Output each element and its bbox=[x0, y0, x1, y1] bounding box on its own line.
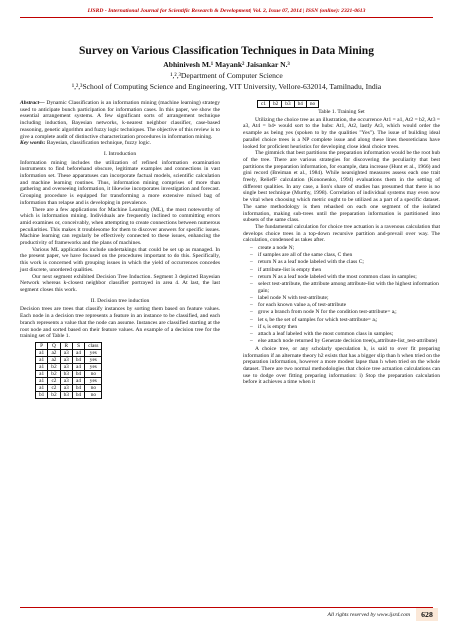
right-column bbox=[243, 100, 440, 386]
table-cell: b2 bbox=[48, 363, 60, 370]
table-cell: a2 bbox=[48, 356, 60, 363]
paragraph: Utilizing the choice tree as an illustration, the occurrence At1 = a1, At2 = b2, At3 = a3, At4 = b4• would sort to the hubs: At1, At2, lastly At3, which would order the example as being yes (spoken to by the qualities "Yes"). The issue of building ideal parallel choice trees is a NP complete issue and along these lines theoreticians have looked for proficient heuristics for developing close ideal choice trees. bbox=[243, 116, 440, 150]
table-cell: c2 bbox=[48, 384, 60, 391]
paragraph: Information mining includes the utilization of refined information examination instruments to find beforehand obscure, legitimate examples and connections in vast information set. These apparatuses can incorporate factual models, scientific calculation and machine learning routines. Thus, information mining comprises of more than gathering and overseeing information, it likewise incorporates investigation and forecast. Grouping procedure is equipped for transforming a more extensive mixed bag of information than relapse and is developing in prevalence. bbox=[20, 159, 220, 206]
table-header-row bbox=[36, 342, 102, 349]
training-set-table bbox=[35, 342, 102, 399]
table-cell: a3 bbox=[60, 377, 72, 384]
table-row bbox=[36, 370, 102, 377]
table-cell: b4 bbox=[294, 101, 306, 108]
table-cell: b2 bbox=[48, 391, 60, 398]
table-cell: no bbox=[85, 370, 102, 377]
table-cell: b2 bbox=[48, 370, 60, 377]
paper-title: Survey on Various Classification Techniques in Data Mining bbox=[79, 45, 374, 57]
table-header-cell: Q bbox=[48, 342, 60, 349]
table-cell: a1 bbox=[36, 384, 48, 391]
table-cell: b4 bbox=[72, 370, 84, 377]
table-cell: a1 bbox=[36, 377, 48, 384]
algorithm-step: – let sᵢ be the set of samples for which test-attribute= aᵢ; bbox=[250, 317, 440, 324]
table-header-cell: P bbox=[36, 342, 48, 349]
table-cell: b2 bbox=[270, 101, 282, 108]
page-number: 628 bbox=[416, 608, 438, 621]
footer-divider bbox=[20, 607, 433, 608]
table-row bbox=[258, 101, 319, 108]
table-row bbox=[36, 391, 102, 398]
algorithm-step: – return N as a leaf node labeled with the class C; bbox=[250, 259, 440, 266]
paper-authors: Abhinivesh M.¹ Mayank² Jaisankar N.³ bbox=[163, 60, 290, 69]
table-cell: no bbox=[85, 384, 102, 391]
paragraph: Various ML applications include undertakings that could be set up as managed. In the present paper, we have focused on the procedures important to do this. Specifically, this work is concerned with grouping issues in which the yield of occurrences concedes just discrete, unordered qualities. bbox=[20, 246, 220, 273]
algorithm-step: – if attribute-list is empty then bbox=[250, 267, 440, 274]
keywords-label: Key words: bbox=[20, 140, 46, 147]
section-heading-introduction: I. Introduction bbox=[103, 150, 137, 157]
table-caption: Table 1. Training Set bbox=[318, 109, 365, 115]
paragraph: The fundamental calculation for choice tree actuation is a ravenous calculation that develops choice trees in a top-down recursive partition and-prevail over way. The calculation, condensed as takes after. bbox=[243, 223, 440, 244]
table-cell: yes bbox=[85, 349, 102, 356]
table-header-cell: class bbox=[85, 342, 102, 349]
keywords bbox=[20, 140, 220, 147]
table-header-cell: S bbox=[72, 342, 84, 349]
table-cell: b1 bbox=[36, 391, 48, 398]
table-cell: yes bbox=[85, 363, 102, 370]
paragraph: Our next segment exhibited Decision Tree Induction. Segment 3 depicted Bayesian Network whereas k-closest neighbor classifier portrayed in area 4. At last, the last segment closes this work. bbox=[20, 273, 220, 293]
paragraph: Decision trees are trees that classify instances by sorting them based on feature values. Each node in a decision tree represents a feature in an instance to be classified, and each branch represents a value that the node can assume. Instances are classified starting at the root node and sorted based on their feature values. An example of a decision tree for the training set of Table 1. bbox=[20, 306, 220, 340]
abstract-text: Dynamic Classification is an information mining (machine learning) strategy used to anticipate bunch participation for information cases. In this paper, we show the essential arrangement systems. A few significant sorts of arrangement technique including induction, Bayesian networks, k-nearest neighbor classifier, case-based reasoning, genetic algorithm and fuzzy logic techniques. The objective of this review is to give a complete audit of distinctive characterization procedures in information mining. bbox=[20, 100, 220, 140]
table-cell: a1 bbox=[36, 370, 48, 377]
paragraph: The gimmick that best partitions the preparation information would be the root hub of the tree. There are various strategies for discovering the peculiarity that best partitions the preparation information, for example, data increase (Hunt et al., 1966) and gini record (Breiman et al., 1984). While nearsighted measures assess each one trait freely, ReliefF calculation (Kononenko, 1994) evaluations them in the setting of different qualities. In any case, a lion's share of studies has presumed that there is no single best technique (Murthy, 1998). Correlation of individual systems may even now be vital when choosing which metric ought to be utilized as a part of a specific dataset. The same methodology is then rehashed on each one segment of the isolated information, making sub-trees until the preparation information is partitioned into subsets of the same class. bbox=[243, 150, 440, 224]
table-cell: b4 bbox=[72, 391, 84, 398]
table-cell: no bbox=[85, 391, 102, 398]
algorithm-step: – create a node N; bbox=[250, 245, 440, 252]
table-cell: a2 bbox=[48, 349, 60, 356]
abstract-label: Abstract— bbox=[20, 100, 45, 106]
left-column bbox=[20, 100, 220, 401]
table-cell: b4 bbox=[72, 356, 84, 363]
training-set-table-continued bbox=[257, 100, 319, 108]
table-cell: b3 bbox=[282, 101, 294, 108]
algorithm-step: – if samples are all of the same class, C then bbox=[250, 252, 440, 259]
algorithm-step: – attach a leaf labeled with the most common class in samples; bbox=[250, 331, 440, 338]
algorithm-step: – grow a branch from node N for the condition test-attribute= aᵢ; bbox=[250, 309, 440, 316]
table-cell: c1 bbox=[258, 101, 270, 108]
table-cell: a1 bbox=[36, 363, 48, 370]
table-row bbox=[36, 377, 102, 384]
table-row bbox=[36, 349, 102, 356]
algorithm-step: – for each known value aᵢ of test-attribute bbox=[250, 302, 440, 309]
paper-affiliation: ¹,²,³School of Computing Science and Engineering, VIT University, Vellore-632014, Tamilnadu, India bbox=[71, 82, 382, 91]
paper-department: ¹,²,³Department of Computer Science bbox=[170, 71, 283, 80]
algorithm-step: – return N as a leaf node labeled with the most common class in samples; bbox=[250, 274, 440, 281]
table-cell: a3 bbox=[60, 356, 72, 363]
table-cell: a4 bbox=[72, 349, 84, 356]
footer-copyright: All rights reserved by www.ijsrd.com bbox=[327, 612, 410, 618]
table-cell: yes bbox=[85, 356, 102, 363]
table-cell: a3 bbox=[60, 349, 72, 356]
paragraph: A choice tree, or any scholarly speculation h, is said to over fit preparing information if an alternate theory h2 exists that has a bigger slip than h when tried on the preparation information, however a more modest lapse than h when tried on the whole dataset. There are two normal methodologies that choice tree actuation calculations can use to dodge over fitting preparing information: i) Stop the preparation calculation before it achieves a time when it bbox=[243, 345, 441, 386]
algorithm-step: – label node N with test-attribute; bbox=[250, 295, 440, 302]
journal-header: IJSRD - International Journal for Scientific Research & Development| Vol. 2, Issue 07, 2014 | ISSN (online): 2321-0613 bbox=[87, 8, 366, 14]
header-divider bbox=[20, 17, 433, 18]
algorithm-step: – else attach node returned by Generate decision tree(sᵢ,attribute-list_test-attribute) bbox=[250, 338, 440, 345]
table-row bbox=[36, 356, 102, 363]
table-cell: a1 bbox=[36, 349, 48, 356]
table-cell: b4 bbox=[72, 384, 84, 391]
table-cell: a4 bbox=[72, 377, 84, 384]
algorithm-steps bbox=[243, 245, 440, 345]
section-heading-decision-tree: II. Decision tree induction bbox=[90, 297, 150, 304]
table-cell: b3 bbox=[60, 370, 72, 377]
table-cell: a3 bbox=[60, 384, 72, 391]
abstract bbox=[20, 100, 220, 140]
keywords-text: Bayesian, classification technique, fuzzy logic. bbox=[45, 140, 152, 147]
table-cell: a4 bbox=[72, 363, 84, 370]
table-cell: c2 bbox=[48, 377, 60, 384]
algorithm-step: – select test-attribute, the attribute among attribute-list with the highest information gain; bbox=[250, 281, 440, 294]
table-cell: a1 bbox=[36, 356, 48, 363]
table-cell: b3 bbox=[60, 391, 72, 398]
table-cell: yes bbox=[85, 377, 102, 384]
algorithm-step: – if sᵢ is empty then bbox=[250, 324, 440, 331]
table-row bbox=[36, 384, 102, 391]
paragraph: There are a few applications for Machine Learning (ML), the most noteworthy of which is information mining. Individuals are frequently inclined to committing errors amid examines or, conceivably, when attempting to create connections between numerous peculiarities. This makes it troublesome for them to discover answers for specific issues. Machine learning can regularly be effectively connected to these issues, enhancing the productivity of frameworks and the plans of machines. bbox=[20, 206, 220, 247]
table-header-cell: R bbox=[60, 342, 72, 349]
table-row bbox=[36, 363, 102, 370]
table-cell: a3 bbox=[60, 363, 72, 370]
table-cell: no bbox=[306, 101, 318, 108]
